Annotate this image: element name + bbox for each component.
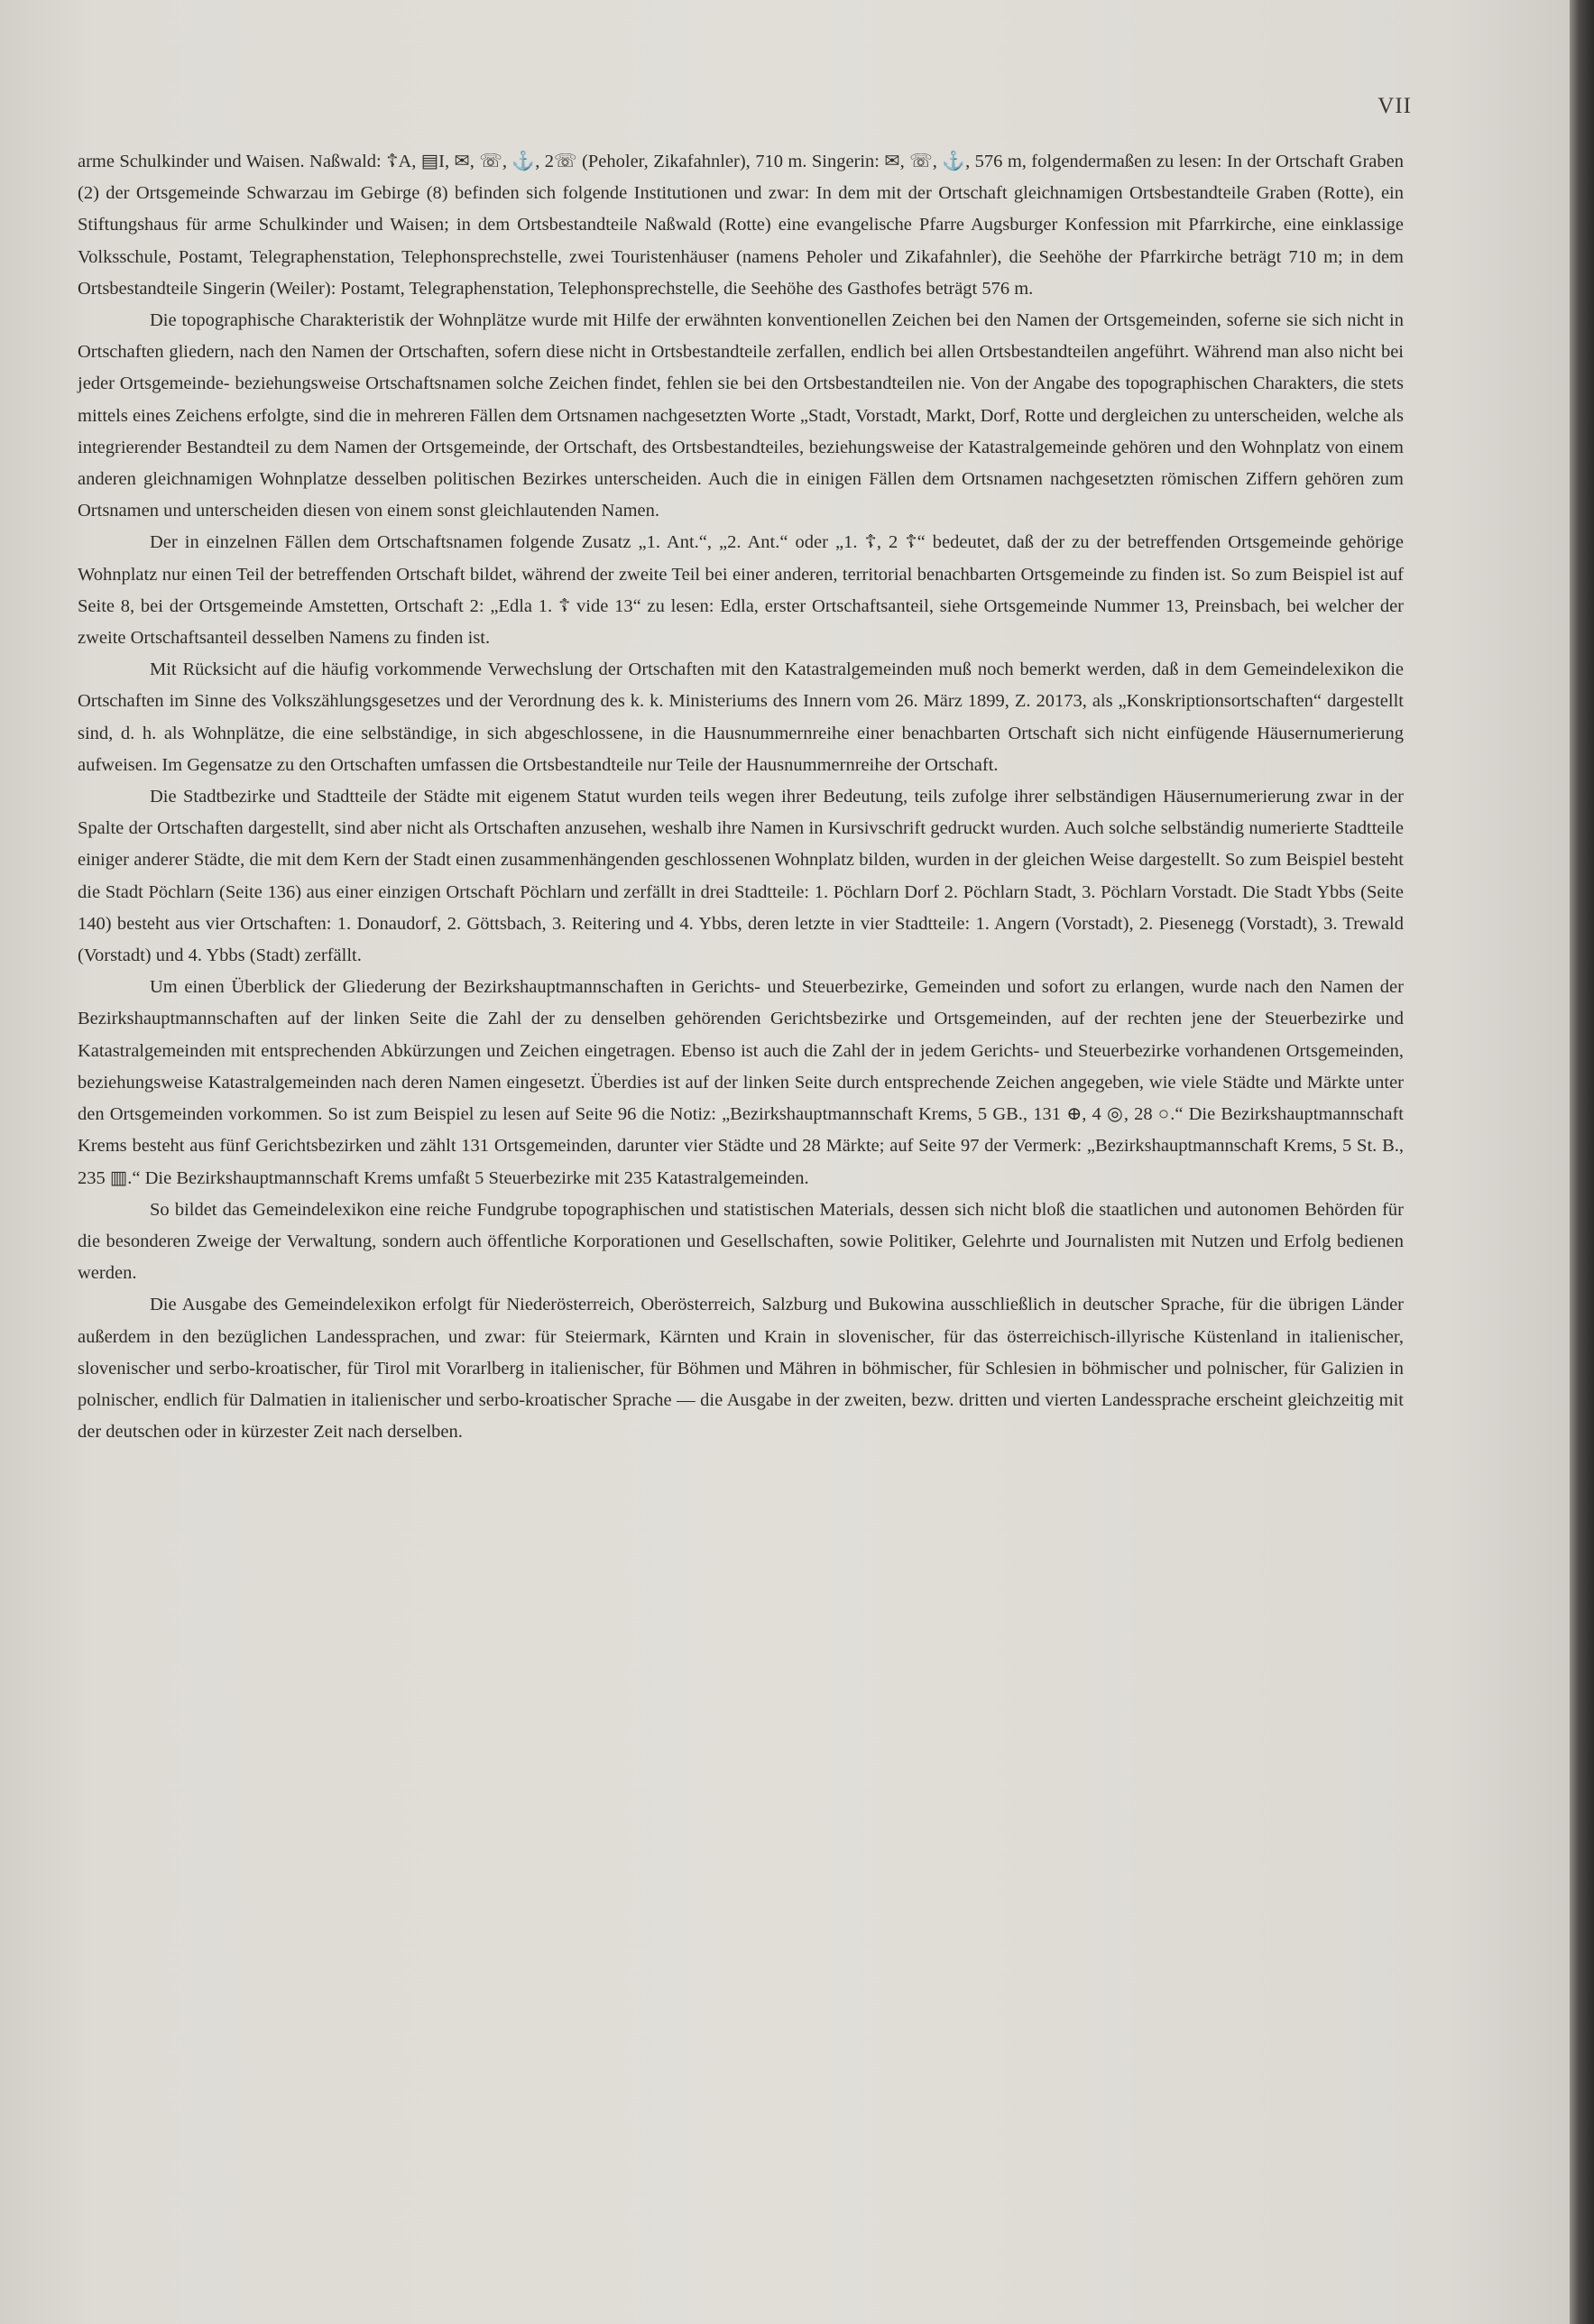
paragraph-5: Die Stadtbezirke und Stadtteile der Städte mit eigenem Statut wurden teils wegen ihrer Bedeutung, teils zufolge ihrer selbständigen Häusernumerierung zwar in der Spalte der Ortschaften dargestellt, sind aber nicht als Ortschaften anzusehen, weshalb ihre Namen in Kursivschrift gedruckt wurden. Auch solche selbständig numerierte Stadtteile einiger anderer Städte, die mit dem Kern der Stadt einen zusammenhängenden geschlossenen Wohnplatz bilden, wurden in der gleichen Weise dargestellt. So zum Beispiel besteht die Stadt Pöchlarn (Seite 136) aus einer einzigen Ortschaft Pöchlarn und zerfällt in drei Stadtteile: 1. Pöchlarn Dorf 2. Pöchlarn Stadt, 3. Pöchlarn Vorstadt. Die Stadt Ybbs (Seite 140) besteht aus vier Ortschaften: 1. Donaudorf, 2. Göttsbach, 3. Reitering und 4. Ybbs, deren letzte in vier Stadtteile: 1. Angern (Vorstadt), 2. Piesenegg (Vorstadt), 3. Trewald (Vorstadt) und 4. Ybbs (Stadt) zerfällt. [78, 787, 1404, 966]
paragraph-6: Um einen Überblick der Gliederung der Bezirkshauptmannschaften in Gerichts- und Steuerbezirke, Gemeinden und sofort zu erlangen, wurde nach den Namen der Bezirkshauptmannschaften auf der linken Seite die Zahl der zu denselben gehörenden Gerichtsbezirke und Ortsgemeinden, auf der rechten jene der Steuerbezirke und Katastralgemeinden mit entsprechenden Abkürzungen und Zeichen eingetragen. Ebenso ist auch die Zahl der in jedem Gerichts- und Steuerbezirke vorhandenen Ortsgemeinden, beziehungsweise Katastralgemeinden nach deren Namen eingesetzt. Überdies ist auf der linken Seite durch entsprechende Zeichen angegeben, wie viele Städte und Märkte unter den Ortsgemeinden vorkommen. So ist zum Beispiel zu lesen auf Seite 96 die Notiz: „Bezirkshauptmannschaft Krems, 5 GB., 131 ⊕, 4 ◎, 28 ○.“ Die Bezirkshauptmannschaft Krems besteht aus fünf Gerichtsbezirken und zählt 131 Ortsgemeinden, darunter vier Städte und 28 Märkte; auf Seite 97 der Vermerk: „Bezirkshauptmannschaft Krems, 5 St. B., 235 ▥.“ Die Bezirkshauptmannschaft Krems umfaßt 5 Steuerbezirke mit 235 Katastralgemeinden. [78, 977, 1404, 1188]
paragraph-2: Die topographische Charakteristik der Wohnplätze wurde mit Hilfe der erwähnten konventionellen Zeichen bei den Namen der Ortsgemeinden, soferne sie sich nicht in Ortschaften gliedern, nach den Namen der Ortschaften, sofern diese nicht in Ortsbestandteile zerfallen, endlich bei allen Ortsbestandteilen angeführt. Während man also nicht bei jeder Ortsgemeinde- beziehungsweise Ortschaftsnamen solche Zeichen findet, fehlen sie bei den Ortsbestandteilen nie. Von der Angabe des topographischen Charakters, die stets mittels eines Zeichens erfolgte, sind die in mehreren Fällen dem Ortsnamen nachgesetzten Worte „Stadt, Vorstadt, Markt, Dorf, Rotte und dergleichen zu unterscheiden, welche als integrierender Bestandteil zu dem Namen der Ortsgemeinde, der Ortschaft, des Ortsbestandteiles, beziehungsweise der Katastralgemeinde gehören und den Wohnplatz von einem anderen gleichnamigen Wohnplatze desselben politischen Bezirkes unterscheiden. Auch die in einigen Fällen dem Ortsnamen nachgesetzten römischen Ziffern gehören zum Ortsnamen und unterscheiden diesen von einem sonst gleichlautenden Namen. [78, 310, 1404, 521]
page-number: VII [1377, 94, 1412, 118]
paragraph-3: Der in einzelnen Fällen dem Ortschaftsnamen folgende Zusatz „1. Ant.“, „2. Ant.“ oder „1. ☦, 2 ☦“ bedeutet, daß der zu der betreffenden Ortsgemeinde gehörige Wohnplatz nur einen Teil der betreffenden Ortschaft bildet, während der zweite Teil bei einer anderen, territorial benachbarten Ortsgemeinde zu finden ist. So zum Beispiel ist auf Seite 8, bei der Ortsgemeinde Amstetten, Ortschaft 2: „Edla 1. ☦ vide 13“ zu lesen: Edla, erster Ortschaftsanteil, siehe Ortsgemeinde Nummer 13, Preinsbach, bei welcher der zweite Ortschaftsanteil desselben Namens zu finden ist. [78, 532, 1404, 649]
paragraph-1: arme Schulkinder und Waisen. Naßwald: ☦A, ▤I, ✉, ☏, ⚓, 2☏ (Peholer, Zikafahnler), 710 m. Singerin: ✉, ☏, ⚓, 576 m, folgendermaßen zu lesen: In der Ortschaft Graben (2) der Ortsgemeinde Schwarzau im Gebirge (8) befinden sich folgende Institutionen und zwar: In dem mit der Ortschaft gleichnamigen Ortsbestandteile Graben (Rotte), ein Stiftungshaus für arme Schulkinder und Waisen; in dem Ortsbestandteile Naßwald (Rotte) eine evangelische Pfarre Augsburger Konfession mit Pfarrkirche, eine einklassige Volksschule, Postamt, Telegraphenstation, Telephonsprechstelle, zwei Touristenhäuser (namens Peholer und Zikafahnler), die Seehöhe der Pfarrkirche beträgt 710 m; in dem Ortsbestandteile Singerin (Weiler): Postamt, Telegraphenstation, Telephonsprechstelle, die Seehöhe des Gasthofes beträgt 576 m. [78, 152, 1404, 299]
paragraph-7: So bildet das Gemeindelexikon eine reiche Fundgrube topographischen und statistischen Materials, dessen sich nicht bloß die staatlichen und autonomen Behörden für die besonderen Zweige der Verwaltung, sondern auch öffentliche Korporationen und Gesellschaften, sowie Politiker, Gelehrte und Journalisten mit Nutzen und Erfolg bedienen werden. [78, 1199, 1404, 1284]
body-text [78, 146, 1404, 1448]
book-spine-edge [1570, 0, 1594, 2324]
paragraph-8: Die Ausgabe des Gemeindelexikon erfolgt für Niederösterreich, Oberösterreich, Salzburg und Bukowina ausschließlich in deutscher Sprache, für die übrigen Länder außerdem in den bezüglichen Landessprachen, und zwar: für Steiermark, Kärnten und Krain in slovenischer, für das österreichisch-illyrische Küstenland in italienischer, slovenischer und serbo-kroatischer, für Tirol mit Vorarlberg in italienischer, für Böhmen und Mähren in böhmischer, für Schlesien in böhmischer und polnischer, für Galizien in polnischer, endlich für Dalmatien in italienischer und serbo-kroatischer Sprache — die Ausgabe in der zweiten, bezw. dritten und vierten Landessprache erscheint gleichzeitig mit der deutschen oder in kürzester Zeit nach derselben. [78, 1295, 1404, 1443]
paragraph-4: Mit Rücksicht auf die häufig vorkommende Verwechslung der Ortschaften mit den Katastralgemeinden muß noch bemerkt werden, daß in dem Gemeindelexikon die Ortschaften im Sinne des Volkszählungsgesetzes und der Verordnung des k. k. Ministeriums des Innern vom 26. März 1899, Z. 20173, als „Konskriptionsortschaften“ dargestellt sind, d. h. als Wohnplätze, die eine selbständige, in sich abgeschlossene, in die Hausnummernreihe einer benachbarten Ortschaft sich nicht einfügende Häusernumerierung aufweisen. Im Gegensatze zu den Ortschaften umfassen die Ortsbestandteile nur Teile der Hausnummernreihe der Ortschaft. [78, 659, 1404, 775]
